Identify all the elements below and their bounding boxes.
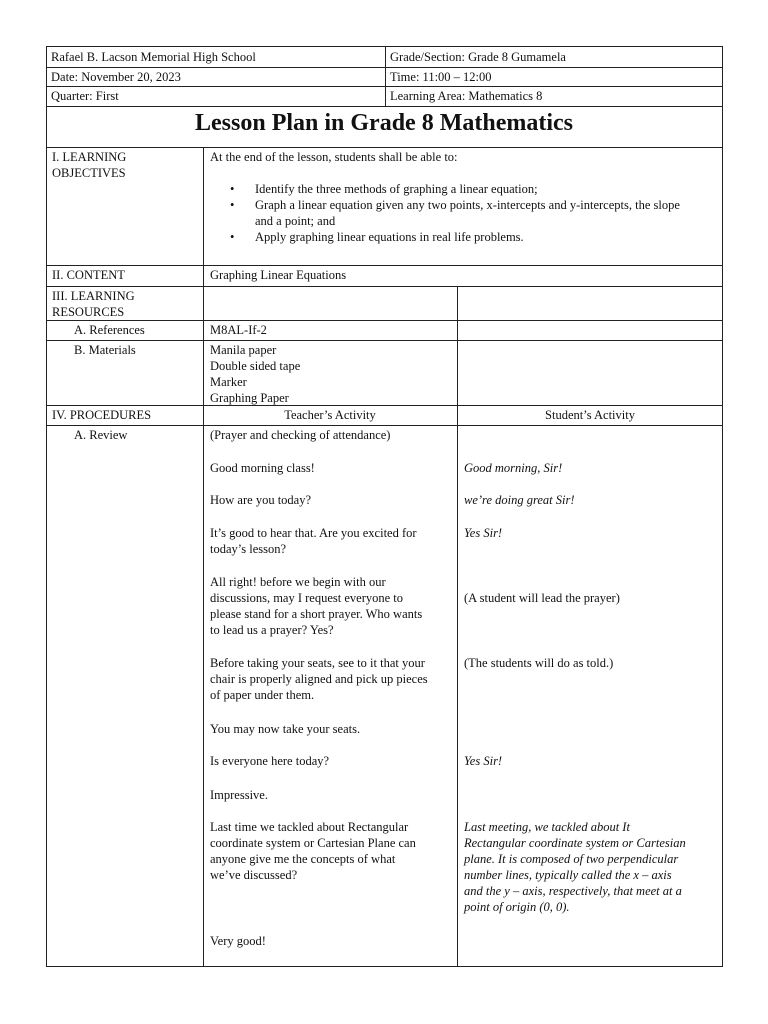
teacher-line: of paper under them. — [210, 688, 315, 702]
document-title: Lesson Plan in Grade 8 Mathematics — [195, 110, 573, 136]
teacher-line: discussions, may I request everyone to — [210, 591, 404, 605]
objectives-intro: At the end of the lesson, students shall be able to: — [210, 150, 458, 164]
student-line: (The students will do as told.) — [464, 656, 614, 670]
materials-label: B. Materials — [74, 343, 136, 357]
review-label: A. Review — [74, 428, 128, 442]
row-divider — [46, 147, 723, 148]
student-line: Rectangular coordinate system or Cartesian — [464, 836, 686, 850]
student-line: plane. It is composed of two perpendicular — [464, 852, 679, 866]
row-divider — [46, 265, 723, 266]
student-activity-header: Student’s Activity — [545, 408, 635, 422]
material-item: Double sided tape — [210, 359, 301, 373]
student-line: Last meeting, we tackled about It — [464, 820, 630, 834]
content-value: Graphing Linear Equations — [210, 268, 347, 282]
teacher-line: anyone give me the concepts of what — [210, 852, 396, 866]
lesson-date: Date: November 20, 2023 — [51, 70, 181, 84]
teacher-line: How are you today? — [210, 493, 312, 507]
material-item: Manila paper — [210, 343, 277, 357]
row-divider — [46, 320, 723, 321]
references-label: A. References — [74, 323, 145, 337]
lesson-time: Time: 11:00 – 12:00 — [390, 70, 492, 84]
teacher-line: to lead us a prayer? Yes? — [210, 623, 334, 637]
school-name: Rafael B. Lacson Memorial High School — [51, 50, 256, 64]
objectives-label-line2: OBJECTIVES — [52, 166, 126, 180]
teacher-line: Last time we tackled about Rectangular — [210, 820, 409, 834]
row-divider — [46, 340, 723, 341]
teacher-line: today’s lesson? — [210, 542, 287, 556]
teacher-line: All right! before we begin with our — [210, 575, 386, 589]
material-item: Marker — [210, 375, 247, 389]
teacher-line: It’s good to hear that. Are you excited for — [210, 526, 417, 540]
references-value: M8AL-If-2 — [210, 323, 267, 337]
student-line: Yes Sir! — [464, 526, 503, 540]
teacher-line: Very good! — [210, 934, 266, 948]
header-col-divider — [385, 46, 386, 107]
row-divider — [46, 286, 723, 287]
teacher-line: (Prayer and checking of attendance) — [210, 428, 391, 442]
student-line: number lines, typically called the x – axis — [464, 868, 672, 882]
content-label: II. CONTENT — [52, 268, 125, 282]
material-item: Graphing Paper — [210, 391, 289, 405]
label-col-divider — [203, 147, 204, 967]
objectives-label-line1: I. LEARNING — [52, 150, 127, 164]
activity-col-divider — [457, 286, 458, 967]
objectives-list — [230, 181, 700, 245]
student-line: we’re doing great Sir! — [464, 493, 575, 507]
teacher-line: Before taking your seats, see to it that your — [210, 656, 425, 670]
teacher-line: Impressive. — [210, 788, 268, 802]
student-line: point of origin (0, 0). — [464, 900, 570, 914]
teacher-line: we’ve discussed? — [210, 868, 298, 882]
objective-item: • Apply graphing linear equations in real life problems. — [230, 229, 700, 245]
teacher-activity-header: Teacher’s Activity — [284, 408, 376, 422]
grade-section: Grade/Section: Grade 8 Gumamela — [390, 50, 566, 64]
student-line: Good morning, Sir! — [464, 461, 563, 475]
teacher-line: Good morning class! — [210, 461, 315, 475]
objective-item: • Graph a linear equation given any two points, x-intercepts and y-intercepts, the slope and a point; and — [230, 197, 700, 229]
teacher-line: please stand for a short prayer. Who wants — [210, 607, 423, 621]
student-line: and the y – axis, respectively, that meet at a — [464, 884, 682, 898]
teacher-line: coordinate system or Cartesian Plane can — [210, 836, 416, 850]
teacher-line: Is everyone here today? — [210, 754, 330, 768]
student-line: Yes Sir! — [464, 754, 503, 768]
teacher-line: chair is properly aligned and pick up pieces — [210, 672, 428, 686]
quarter: Quarter: First — [51, 89, 119, 103]
resources-label-line2: RESOURCES — [52, 305, 125, 319]
procedures-label: IV. PROCEDURES — [52, 408, 152, 422]
objective-item: • Identify the three methods of graphing a linear equation; — [230, 181, 700, 197]
learning-area: Learning Area: Mathematics 8 — [390, 89, 543, 103]
student-line: (A student will lead the prayer) — [464, 591, 620, 605]
row-divider — [46, 405, 723, 406]
row-divider — [46, 425, 723, 426]
resources-label-line1: III. LEARNING — [52, 289, 135, 303]
teacher-line: You may now take your seats. — [210, 722, 361, 736]
